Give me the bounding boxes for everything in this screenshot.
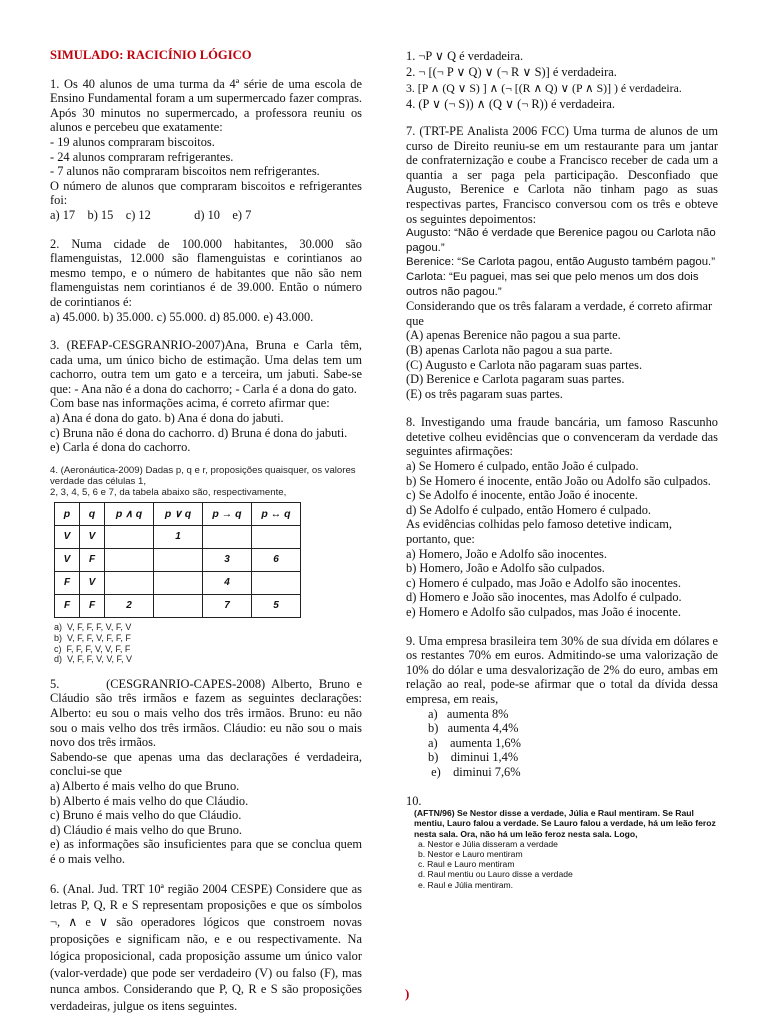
right-column [406,48,718,890]
q5-prompt: Sabendo-se que apenas uma das declarações é verdadeira, conclui-se que [50,749,362,779]
q1-fact-2: - 24 alunos compraram refrigerantes. [50,149,234,164]
table-cell [203,526,252,549]
question-9 [406,634,718,780]
q7-option-d: (D) Berenice e Carlota pagaram suas partes. [406,372,625,387]
q4-option-a: a) V, F, F, F, V, F, V [54,622,132,633]
q7-berenice: Berenice: “Se Carlota pagou, então Augusto também pagou.” [406,256,716,269]
table-cell: V [80,572,105,595]
q5-option-b: b) Alberto é mais velho do que Cláudio. [50,793,249,808]
q4-option-d: d) V, F, F, V, V, F, V [54,654,133,665]
q7-option-c: (C) Augusto e Carlota não pagaram suas partes. [406,357,643,372]
q7-option-e: (E) os três pagaram suas partes. [406,386,563,401]
q8-option-e: e) Homero e Adolfo são culpados, mas João é inocente. [406,605,681,619]
table-cell: 2 [105,595,154,618]
table-cell [105,526,154,549]
q9-option-5: e) diminui 7,6% [428,764,521,779]
q7-stem: 7. (TRT-PE Analista 2006 FCC) Uma turma de alunos de um curso de Direito reuniu-se em um restaurante para um jantar de confraternização e coube a Francisco receber de cada um a quantia a ser paga pela participação. Desconfiado que Augusto, Berenice e Carlota não tinham pago as suas respectivas partes, Francisco conversou com os três e obteve os seguintes depoimentos: [406,124,718,226]
table-row [55,572,301,595]
table-cell [252,572,301,595]
page-title: SIMULADO: RACICÍNIO LÓGICO [50,48,252,62]
q8-stem: 8. Investigando uma fraude bancária, um famoso Rascunho detetive colheu evidências que o convenceram da verdade das seguintes afirmações: [406,415,718,459]
q9-stem: 9. Uma empresa brasileira tem 30% de sua dívida em dólares e os restantes 70% em euros. Admitindo-se uma valorização de 10% do dólar e uma desvalorização de 2% do euro, ambas em relação ao real, pode-se afirmar que o total da dívida dessa empresa, em reais, [406,633,718,706]
table-cell: 6 [252,549,301,572]
table-row [55,595,301,618]
left-column [50,48,366,1029]
q4-options [54,622,362,664]
question-1 [50,77,362,223]
q4-option-c: c) F, F, F, V, V, F, F [54,643,131,654]
question-10 [406,794,718,890]
question-3 [50,338,362,455]
q8-item-b: b) Se Homero é inocente, então João ou Adolfo são culpados. [406,473,711,488]
q1-fact-3: - 7 alunos não compraram biscoitos nem refrigerantes. [50,164,320,179]
th-or: p ∨ q [154,503,203,526]
truth-table-header [55,503,301,526]
q5-option-c: c) Bruno é mais velho do que Cláudio. [50,808,242,823]
th-p: p [55,503,80,526]
th-iff: p ↔ q [252,503,301,526]
table-row [55,549,301,572]
q4-stem-line-1: 4. (Aeronáutica-2009) Dadas p, q e r, proposições quaisquer, os valores verdade das células 1, [50,464,356,488]
q1-stem: 1. Os 40 alunos de uma turma da 4ª série de uma escola de Ensino Fundamental foram a um supermercado fazer compras. Após 30 minutos no supermercado, a professora reuniu os alunos e percebeu que exatamente: [50,76,362,135]
q9-option-1: a) aumenta 8% [428,706,509,721]
table-cell: 3 [203,549,252,572]
q8-item-d: d) Se Adolfo é culpado, então Homero é culpado. [406,502,651,517]
table-row [55,526,301,549]
q5-option-a: a) Alberto é mais velho do que Bruno. [50,778,240,793]
q10-scanned-box [414,808,718,890]
question-4 [50,465,362,665]
stray-parenthesis: ) [405,986,410,1001]
q1-options: a) 17 b) 15 c) 12 d) 10 e) 7 [50,207,252,222]
q1-fact-1: - 19 alunos compraram biscoitos. [50,134,215,149]
q4-option-b: b) V, F, F, V, F, F, F [54,633,131,644]
q5-option-e: e) as informações são insuficientes para que se conclua quem é o mais velho. [50,837,362,866]
q6-stem: 6. (Anal. Jud. TRT 10ª região 2004 CESPE) Considere que as letras P, Q, R e S representam proposições e que os símbolos ¬, ∧ e ∨ são operadores lógicos que constroem novas proposições e significam não, e e ou respectivamente. Na lógica proposicional, cada proposição assume um único valor (valor-verdade) que pode ser verdadeiro (V) ou falso (F), mas nunca ambos. Considerando que P, Q, R e S são proposições verdadeiras, julgue os itens seguintes. [50,881,362,1014]
table-cell [252,526,301,549]
table-cell [154,549,203,572]
q8-option-c: c) Homero é culpado, mas João e Adolfo são inocentes. [406,575,681,590]
q6-item-3: 3. [P ∧ (Q ∨ S) ] ∧ (¬ [(R ∧ Q) ∨ (P ∧ S)] ) é verdadeira. [406,81,682,95]
truth-table [54,502,301,618]
table-cell: V [80,526,105,549]
q6-item-1: 1. ¬P ∨ Q é verdadeira. [406,49,524,63]
q10-option-e: e. Raul e Júlia mentiram. [418,879,514,890]
q8-option-d: d) Homero e João são inocentes, mas Adolfo é culpado. [406,590,682,605]
q10-option-a: a. Nestor e Júlia disseram a verdade [418,838,558,849]
q3-prompt: Com base nas informações acima, é correto afirmar que: [50,396,330,411]
question-6 [50,881,362,1015]
q10-option-c: c. Raul e Lauro mentiram [418,859,515,870]
table-cell [154,572,203,595]
q8-option-b: b) Homero, João e Adolfo são culpados. [406,561,605,576]
q2-stem: 2. Numa cidade de 100.000 habitantes, 30.000 são flamenguistas, 12.000 são flamenguistas e corintianos ao mesmo tempo, e o número de habitantes que não são nem flamenguistas nem corintianos é de 39.000. Então o número de corintianos é: [50,236,362,309]
table-cell: 4 [203,572,252,595]
q8-item-c: c) Se Adolfo é inocente, então João é inocente. [406,488,638,503]
th-q: q [80,503,105,526]
q10-option-b: b. Nestor e Lauro mentiram [418,848,523,859]
q3-options-ab: a) Ana é dona do gato. b) Ana é dona do jabuti. [50,411,284,426]
q6-items [406,48,718,112]
q10-option-d: d. Raul mentiu ou Lauro disse a verdade [418,869,573,880]
question-5 [50,676,366,867]
th-and: p ∧ q [105,503,154,526]
question-2 [50,237,362,325]
q2-options: a) 45.000. b) 35.000. c) 55.000. d) 85.000. e) 43.000. [50,309,314,324]
q1-question: O número de alunos que compraram biscoitos e refrigerantes foi: [50,178,362,208]
table-cell: 5 [252,595,301,618]
q5-stem: 5. (CESGRANRIO-CAPES-2008) Alberto, Bruno e Cláudio são três irmãos e fazem as seguintes declarações: Alberto: eu sou o mais velho dos três irmãos. Bruno: eu não sou o mais velho dos três irmãos. Cláudio: eu não sou o mais novo dos três irmãos. [50,676,366,750]
q7-option-a: (A) apenas Berenice não pagou a sua parte. [406,328,621,343]
table-cell [105,549,154,572]
q8-question: As evidências colhidas pelo famoso detetive indicam, portanto, que: [406,517,672,547]
question-7 [406,124,718,401]
q6-item-4: 4. (P ∨ (¬ S)) ∧ (Q ∨ (¬ R)) é verdadeira. [406,97,615,111]
table-cell: F [80,549,105,572]
table-cell: F [80,595,105,618]
table-cell: 7 [203,595,252,618]
q3-options-cd: c) Bruna não é dona do cachorro. d) Bruna é dona do jabuti. [50,425,348,440]
q3-option-e: e) Carla é dona do cachorro. [50,440,191,455]
q7-question: Considerando que os três falaram a verdade, é correto afirmar que [406,299,713,328]
q10-number: 10. [406,793,422,808]
table-cell: F [55,572,80,595]
q8-option-a: a) Homero, João e Adolfo são inocentes. [406,546,607,561]
th-implies: p → q [203,503,252,526]
q5-option-d: d) Cláudio é mais velho do que Bruno. [50,822,243,837]
q9-option-2: b) aumenta 4,4% [428,721,519,736]
q3-stem: 3. (REFAP-CESGRANRIO-2007)Ana, Bruna e Carla têm, cada uma, um único bicho de estimação. Uma delas tem um cachorro, outra tem um gato e a terceira, um jabuti. Sabe-se que: - Ana não é a dona do cachorro; - Carla é a dona do gato. [50,338,362,396]
q4-stem-line-2: 2, 3, 4, 5, 6 e 7, da tabela abaixo são, respectivamente, [50,487,287,499]
q7-option-b: (B) apenas Carlota não pagou a sua parte. [406,342,613,357]
q8-item-a: a) Se Homero é culpado, então João é culpado. [406,459,639,474]
q7-augusto: Augusto: “Não é verdade que Berenice pagou ou Carlota não pagou.” [406,227,716,254]
table-cell: 1 [154,526,203,549]
q6-item-2: 2. ¬ [(¬ P ∨ Q) ∨ (¬ R ∨ S)] é verdadeira. [406,65,617,79]
q9-option-3: a) aumenta 1,6% [428,735,521,750]
table-cell [105,572,154,595]
q10-stem: (AFTN/96) Se Nestor disse a verdade, Júlia e Raul mentiram. Se Raul mentiu, Lauro falou a verdade. Se Lauro falou a verdade, há um leão feroz nesta sala. Ora, não há um leão feroz nesta sala. Logo, [414,808,716,839]
q7-carlota: Carlota: “Eu paguei, mas sei que pelo menos um dos dois outros não pagou.” [406,270,699,298]
q4-stem [50,465,362,499]
table-cell: F [55,595,80,618]
table-cell: V [55,549,80,572]
q9-option-4: b) diminui 1,4% [428,750,519,765]
table-cell [154,595,203,618]
question-8 [406,415,718,619]
table-cell: V [55,526,80,549]
